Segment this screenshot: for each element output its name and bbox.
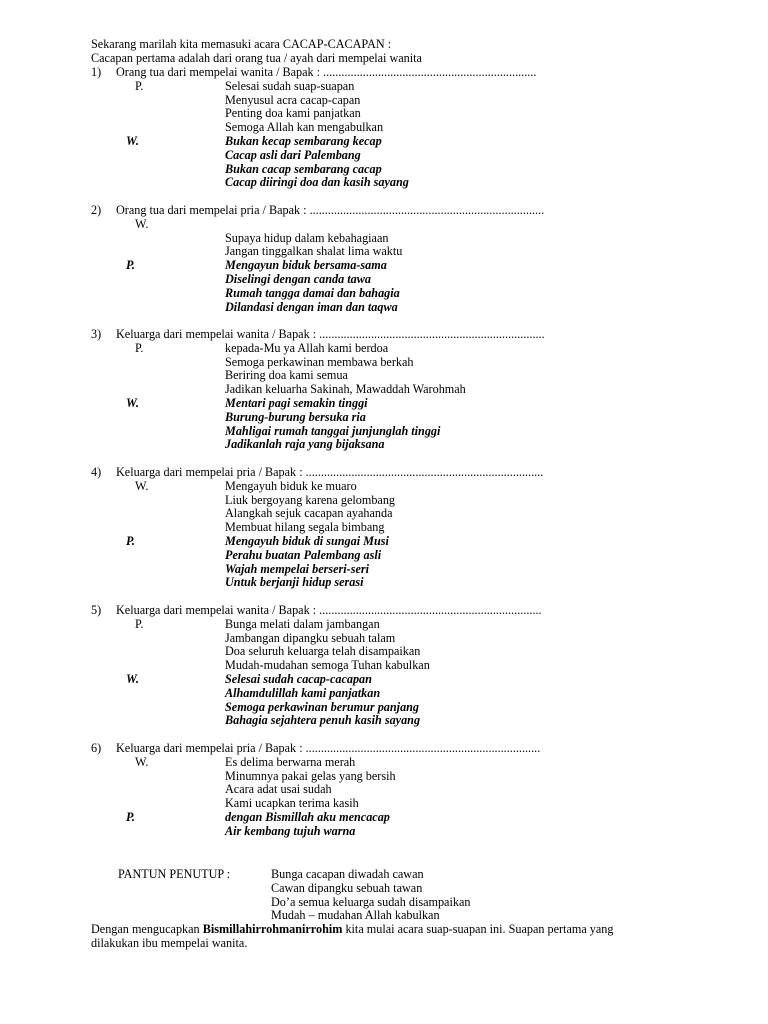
verse-row <box>91 301 711 315</box>
verse-row <box>91 494 711 508</box>
speaker-label: W. <box>135 216 149 231</box>
speaker-label: P. <box>126 809 135 824</box>
verse-line: Jambangan dipangku sebuah talam <box>225 630 396 645</box>
verse-line: Dilandasi dengan iman dan taqwa <box>225 299 398 314</box>
verse-line: Mengayuh biduk ke muaro <box>225 478 357 493</box>
section-number: 6) <box>91 741 102 755</box>
speaker-label: W. <box>126 395 139 410</box>
verse-line: Mengayun biduk bersama-sama <box>225 258 387 273</box>
section-heading <box>91 466 711 480</box>
verse-row <box>91 576 711 590</box>
verse-line: Untuk berjanji hidup serasi <box>225 575 364 590</box>
verse-line: Air kembang tujuh warna <box>225 823 356 838</box>
verse-row <box>91 411 711 425</box>
section-4 <box>91 466 711 590</box>
section-heading-text: Orang tua dari mempelai wanita / Bapak : ...................................................................... <box>116 65 537 79</box>
section-heading-text: Keluarga dari mempelai pria / Bapak : .............................................................................. <box>116 465 544 479</box>
verse-line: Membuat hilang segala bimbang <box>225 520 385 535</box>
verse-row <box>91 825 711 839</box>
verse-line: Jadikan keluarha Sakinah, Mawaddah Warohmah <box>225 382 466 397</box>
verse-line: Burung-burung bersuka ria <box>225 409 366 424</box>
verse-line: Minumnya pakai gelas yang bersih <box>225 768 396 783</box>
verse-row <box>91 107 711 121</box>
closing-text-before: Dengan mengucapkan <box>91 922 203 936</box>
section-6 <box>91 742 711 839</box>
verse-line: Mahligai rumah tanggai junjunglah tinggi <box>225 423 441 438</box>
verse-line: Mudah-mudahan semoga Tuhan kabulkan <box>225 658 430 673</box>
verse-line: Es delima berwarna merah <box>225 754 356 769</box>
verse-line: Jangan tinggalkan shalat lima waktu <box>225 244 403 259</box>
verse-row <box>91 121 711 135</box>
section-5 <box>91 604 711 728</box>
verse-line: Alangkah sejuk cacapan ayahanda <box>225 506 393 521</box>
verse-row <box>91 797 711 811</box>
verse-line: Supaya hidup dalam kebahagiaan <box>225 230 389 245</box>
verse-row <box>91 273 711 287</box>
speaker-label: W. <box>126 671 139 686</box>
speaker-label: P. <box>135 340 144 355</box>
verse-row <box>91 425 711 439</box>
verse-row <box>91 480 711 494</box>
verse-line: Penting doa kami panjatkan <box>225 106 361 121</box>
verse-row <box>91 135 711 149</box>
section-number: 4) <box>91 465 102 479</box>
section-heading-text: Keluarga dari mempelai pria / Bapak : ............................................................................. <box>116 741 541 755</box>
speaker-label: P. <box>126 258 135 273</box>
verse-row <box>91 80 711 94</box>
verse-row <box>91 383 711 397</box>
verse-line: Doa seluruh keluarga telah disampaikan <box>225 644 421 659</box>
verse-line: Selesai sudah suap-suapan <box>225 78 355 93</box>
verse-row <box>91 535 711 549</box>
section-number: 1) <box>91 65 102 79</box>
section-heading <box>91 604 711 618</box>
verse-row <box>91 149 711 163</box>
verse-row <box>91 645 711 659</box>
verse-row <box>91 659 711 673</box>
speaker-label: P. <box>135 78 144 93</box>
pantun-penutup-label: PANTUN PENUTUP : <box>118 867 231 881</box>
section-1 <box>91 66 711 190</box>
closing-bold-phrase: Bismillahirrohmanirrohim <box>202 922 343 936</box>
verse-row <box>91 673 711 687</box>
intro-line: Sekarang marilah kita memasuki acara CACAP-CACAPAN : <box>91 37 392 51</box>
verse-row <box>91 549 711 563</box>
section-heading-text: Keluarga dari mempelai wanita / Bapak : ......................................................................... <box>116 603 542 617</box>
verse-line: kepada-Mu ya Allah kami berdoa <box>225 340 389 355</box>
section-heading-text: Orang tua dari mempelai pria / Bapak : ............................................................................. <box>116 203 545 217</box>
verse-line: Menyusul acra cacap-capan <box>225 92 361 107</box>
verse-line: Cacap asli dari Palembang <box>225 147 361 162</box>
verse-row <box>91 783 711 797</box>
verse-line: Mengayuh biduk di sungai Musi <box>225 533 389 548</box>
section-heading <box>91 742 711 756</box>
closing-paragraph <box>91 923 661 951</box>
verse-line: dengan Bismillah aku mencacap <box>225 809 390 824</box>
verse-line: Bukan kecap sembarang kecap <box>225 133 382 148</box>
verse-row <box>91 618 711 632</box>
verse-row <box>91 176 711 190</box>
verse-line: Kami ucapkan terima kasih <box>225 796 359 811</box>
verse-line: Bunga melati dalam jambangan <box>225 616 380 631</box>
verse-line: Semoga Allah kan mengabulkan <box>225 120 384 135</box>
verse-row <box>91 756 711 770</box>
verse-line: Cacap diiringi doa dan kasih sayang <box>225 175 409 190</box>
verse-line: Semoga perkawinan membawa berkah <box>225 354 414 369</box>
verse-row <box>91 438 711 452</box>
pantun-line: Cawan dipangku sebuah tawan <box>271 880 423 895</box>
verse-line: Alhamdulillah kami panjatkan <box>225 685 381 700</box>
verse-line: Wajah mempelai berseri-seri <box>225 561 369 576</box>
speaker-label: W. <box>126 133 139 148</box>
verse-line: Liuk bergoyang karena gelombang <box>225 492 396 507</box>
verse-line: Perahu buatan Palembang asli <box>225 547 382 562</box>
verse-row <box>91 356 711 370</box>
intro-line: Cacapan pertama adalah dari orang tua / ayah dari mempelai wanita <box>91 50 422 65</box>
verse-line: Mentari pagi semakin tinggi <box>225 395 368 410</box>
verse-row <box>91 163 711 177</box>
pantun-line: Bunga cacapan diwadah cawan <box>271 867 424 881</box>
verse-row <box>91 507 711 521</box>
verse-line: Rumah tangga damai dan bahagia <box>225 285 400 300</box>
section-heading <box>91 204 711 218</box>
section-number: 3) <box>91 327 102 341</box>
verse-row <box>91 259 711 273</box>
section-heading <box>91 328 711 342</box>
verse-row <box>91 369 711 383</box>
verse-row <box>91 563 711 577</box>
verse-row <box>91 701 711 715</box>
verse-row <box>91 687 711 701</box>
verse-row <box>91 397 711 411</box>
pantun-penutup-lines <box>271 868 470 923</box>
verse-line: Beriring doa kami semua <box>225 368 348 383</box>
pantun-line: Mudah – mudahan Allah kabulkan <box>271 908 440 923</box>
section-number: 5) <box>91 603 102 617</box>
closing-text-after: kita mulai acara suap-suapan ini. Suapan pertama yang dilakukan ibu mempelai wanita. <box>91 922 614 950</box>
verse-row <box>91 811 711 825</box>
verse-line: Jadikanlah raja yang bijaksana <box>225 437 385 452</box>
speaker-label: W. <box>135 754 149 769</box>
verse-line: Acara adat usai sudah <box>225 782 332 797</box>
verse-line: Diselingi dengan canda tawa <box>225 271 371 286</box>
section-number: 2) <box>91 203 102 217</box>
pantun-line: Do’a semua keluarga sudah disampaikan <box>271 894 471 909</box>
verse-row <box>91 218 711 232</box>
verse-row <box>91 342 711 356</box>
verse-row <box>91 632 711 646</box>
verse-row <box>91 232 711 246</box>
verse-row <box>91 245 711 259</box>
verse-row <box>91 94 711 108</box>
verse-row <box>91 287 711 301</box>
section-3 <box>91 328 711 452</box>
verse-line: Bahagia sejahtera penuh kasih sayang <box>225 713 421 728</box>
section-heading-text: Keluarga dari mempelai wanita / Bapak : .......................................................................... <box>116 327 545 341</box>
verse-line: Semoga perkawinan berumur panjang <box>225 699 420 714</box>
verse-line: Bukan cacap sembarang cacap <box>225 161 382 176</box>
intro <box>91 38 691 66</box>
speaker-label: P. <box>126 533 135 548</box>
verse-row <box>91 521 711 535</box>
section-2 <box>91 204 711 314</box>
speaker-label: W. <box>135 478 149 493</box>
section-heading <box>91 66 711 80</box>
verse-line: Selesai sudah cacap-cacapan <box>225 671 372 686</box>
verse-row <box>91 714 711 728</box>
verse-row <box>91 770 711 784</box>
speaker-label: P. <box>135 616 144 631</box>
